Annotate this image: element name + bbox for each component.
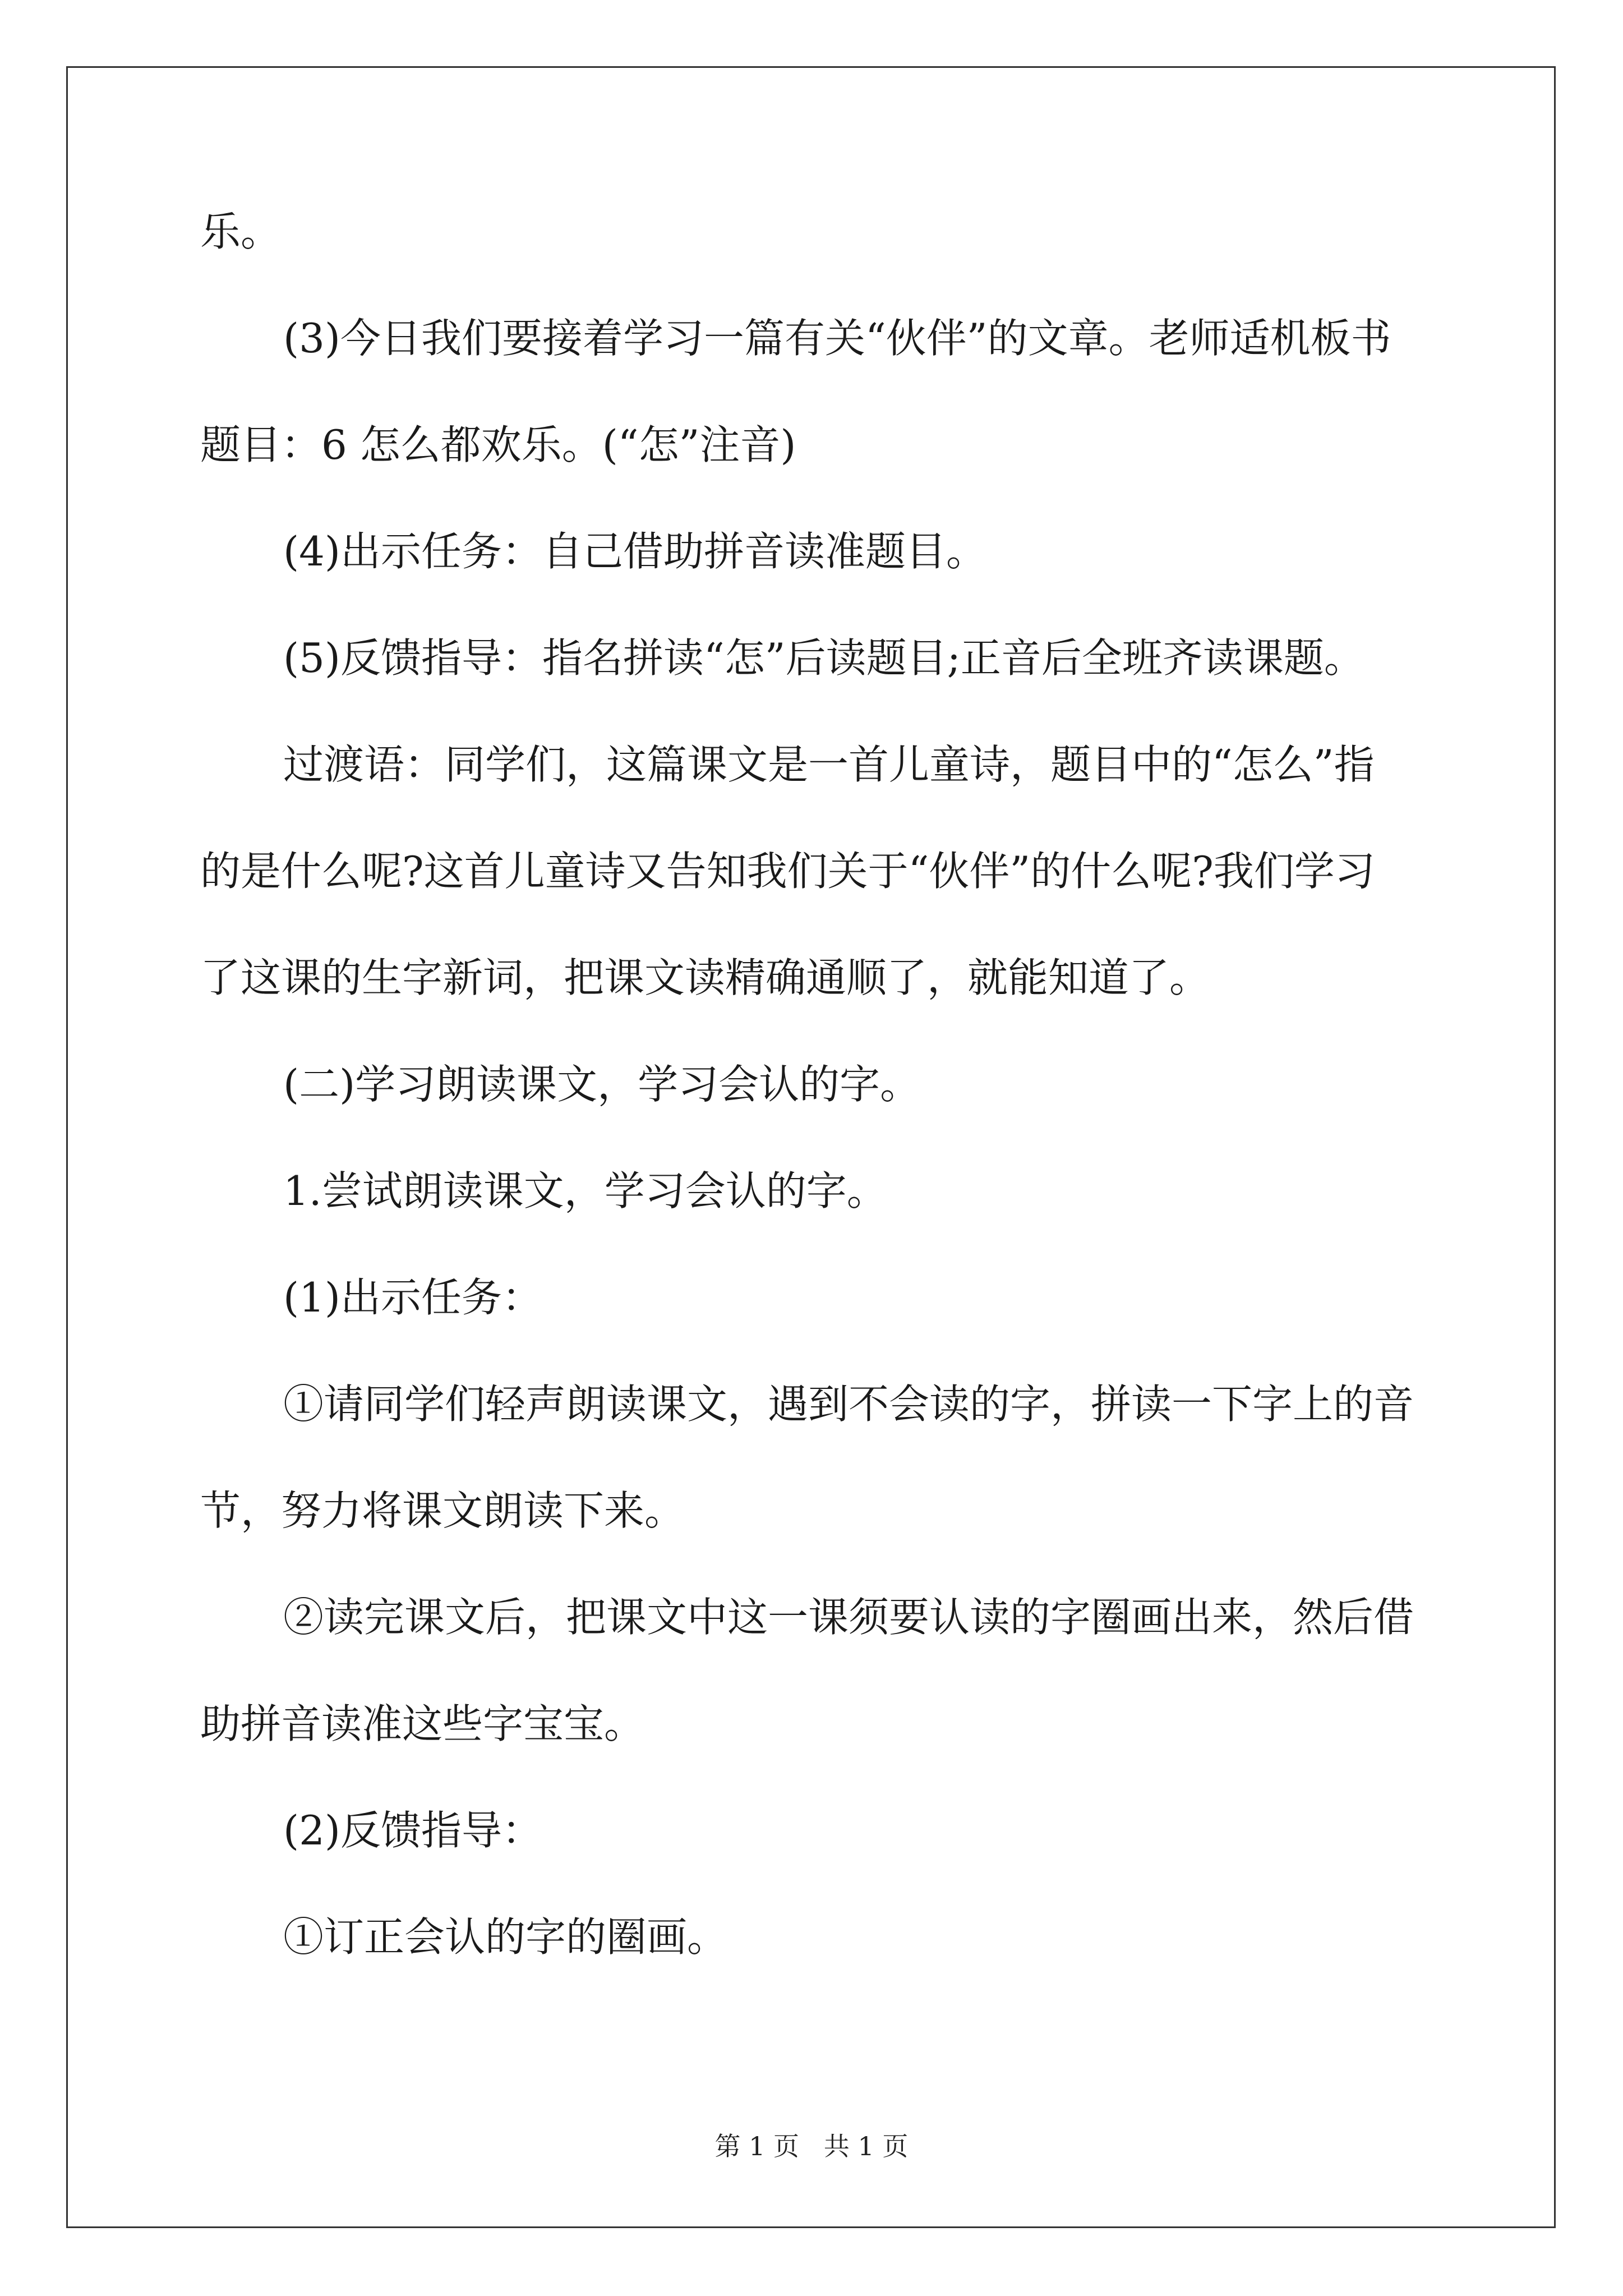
text-line: 的是什么呢?这首儿童诗又告知我们关于“伙伴”的什么呢?我们学习	[200, 848, 1375, 895]
text-line: 题目：6 怎么都欢乐。(“怎”注音)	[200, 421, 796, 468]
text-line: (4)出示任务：自己借助拼音读准题目。	[283, 528, 986, 575]
text-line: 过渡语：同学们，这篇课文是一首儿童诗，题目中的“怎么”指	[283, 741, 1375, 788]
text-line: ②读完课文后，把课文中这一课须要认读的字圈画出来，然后借	[283, 1594, 1414, 1641]
text-line: 了这课的生字新词，把课文读精确通顺了，就能知道了。	[200, 954, 1210, 1001]
text-line: 助拼音读准这些字宝宝。	[200, 1700, 645, 1747]
text-line: 节，努力将课文朗读下来。	[200, 1487, 685, 1534]
text-line: (二)学习朗读课文，学习会认的字。	[283, 1061, 921, 1108]
page-number-footer: 第 1 页 共 1 页	[714, 2131, 909, 2161]
text-line: (5)反馈指导：指名拼读“怎”后读题目;正音后全班齐读课题。	[283, 634, 1364, 682]
text-line: 1.尝试朗读课文，学习会认的字。	[283, 1167, 887, 1214]
text-line: ①请同学们轻声朗读课文，遇到不会读的字，拼读一下字上的音	[283, 1381, 1414, 1428]
text-line: (3)今日我们要接着学习一篇有关“伙伴”的文章。老师适机板书	[283, 315, 1391, 362]
page-border	[66, 66, 1556, 2228]
text-line: (1)出示任务：	[283, 1274, 542, 1321]
text-line: (2)反馈指导：	[283, 1807, 542, 1854]
text-line: ①订正会认的字的圈画。	[283, 1913, 728, 1961]
text-line: 乐。	[200, 208, 282, 255]
